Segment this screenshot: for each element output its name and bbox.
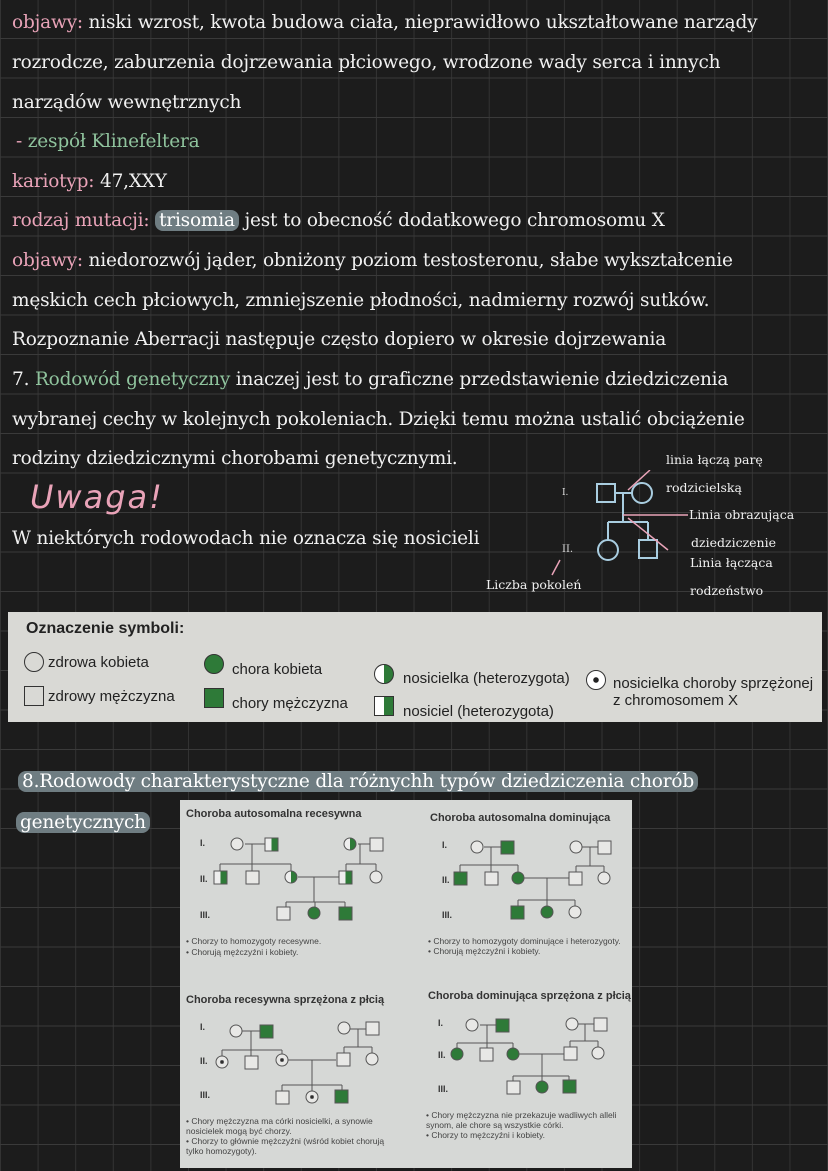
gen-label: III. [438, 1084, 449, 1094]
label-kariotyp: kariotyp: [12, 171, 95, 192]
text-line: rozrodcze, zaburzenia dojrzewania płciowego, wrodzone wady serca i innych [12, 52, 721, 73]
gen-label: II. [438, 1050, 446, 1060]
pedigree-note: • Chorzy to mężczyźni i kobiety. [426, 1130, 546, 1140]
diagram-note: Linia obrazująca [689, 507, 795, 522]
carrier-female-icon [374, 664, 394, 684]
pedigree-note: • Chorują mężczyźni i kobiety. [186, 947, 299, 957]
carrier-male-icon [374, 696, 394, 716]
highlight-trisomia: trisomia [155, 210, 239, 231]
text-line [16, 131, 199, 152]
text-line [12, 210, 665, 231]
gen-label: I. [438, 1018, 444, 1028]
text-line: Rozpoznanie Aberracji następuje często dopiero w okresie dojrzewania [12, 329, 667, 350]
text-line: wybranej cechy w kolejnych pokoleniach. Dzięki temu można ustalić obciążenie [12, 409, 745, 430]
section-heading [16, 812, 150, 833]
x-linked-carrier-icon [586, 670, 606, 690]
pedigree-note: • Chorzy to homozygoty dominujące i heterozygoty. [428, 936, 621, 946]
term-rodowod: Rodowód genetyczny [34, 369, 231, 390]
pedigree-title: Choroba autosomalna dominująca [430, 812, 611, 824]
pedigree-note: • Chorują mężczyźni i kobiety. [428, 946, 541, 956]
pedigree-note: synom, ale chore są wszystkie córki. [426, 1120, 564, 1130]
uwaga-heading: Uwaga! [30, 478, 164, 516]
diagram-note: linia łączą parę [666, 452, 763, 467]
gen-label: I. [442, 840, 448, 850]
gen-label: I. [562, 488, 569, 498]
legend-label: zdrowy mężczyzna [48, 688, 175, 705]
text-line [12, 12, 757, 33]
legend-label: nosicielka choroby sprzężonej [613, 675, 814, 692]
pedigree-note: tylko homozygoty). [186, 1146, 257, 1156]
gen-label: III. [442, 910, 453, 920]
dash: - [16, 131, 28, 152]
text-line: W niektórych rodowodach nie oznacza się nosicieli [12, 528, 480, 549]
text: niedorozwój jąder, obniżony poziom testosteronu, słabe wykształcenie [82, 250, 733, 271]
heading-line: 8.Rodowody charakterystyczne dla różnychh typów dziedziczenia chorób [18, 771, 698, 792]
gen-label: III. [200, 1090, 211, 1100]
text: jest to obecność dodatkowego chromosomu X [238, 210, 665, 231]
text-line: narządów wewnętrznych [12, 92, 242, 113]
diagram-note: Linia łącząca [690, 555, 773, 570]
gen-label: II. [200, 1056, 208, 1066]
text-line [12, 250, 733, 271]
legend-label: nosicielka (heterozygota) [403, 670, 570, 687]
pedigree-title: Choroba dominująca sprzężona z płcią [428, 990, 631, 1002]
legend-label: zdrowa kobieta [48, 654, 149, 671]
number: 7. [12, 369, 35, 390]
text: niski wzrost, kwota budowa ciała, nieprawidłowo ukształtowane narządy [82, 12, 758, 33]
gen-label: II. [442, 875, 450, 885]
diagram-note: rodzeństwo [690, 583, 764, 598]
pedigree-examples-image [180, 800, 632, 1168]
legend-label: chory mężczyzna [232, 695, 348, 712]
pedigree-note: nosicielek mogą być chorzy. [186, 1126, 292, 1136]
symbol-legend [8, 612, 822, 722]
legend-label: z chromosomem X [613, 692, 739, 709]
diagram-note: rodzicielską [666, 480, 742, 495]
healthy-male-icon [24, 686, 44, 706]
text-line [12, 369, 728, 390]
legend-title: Oznaczenie symboli: [26, 620, 185, 637]
affected-female-icon [204, 654, 224, 674]
diagram-note: Liczba pokoleń [486, 577, 582, 592]
pedigree-note: • Chory mężczyzna nie przekazuje wadliwych alleli [426, 1110, 617, 1120]
gen-label: I. [200, 1022, 206, 1032]
pedigree-note: • Chory mężczyzna ma córki nosicielki, a synowie [186, 1116, 373, 1126]
pedigree-title: Choroba recesywna sprzężona z płcią [186, 994, 385, 1006]
label-objawy: objawy: [12, 12, 83, 33]
gen-label: III. [200, 910, 211, 920]
label-mutacja: rodzaj mutacji: [12, 210, 150, 231]
text: inaczej jest to graficzne przedstawienie dziedziczenia [230, 369, 729, 390]
text-line: rodziny dziedzicznymi chorobami genetycznymi. [12, 448, 458, 469]
text: 47,XXY [94, 171, 167, 192]
gen-label: II. [562, 544, 574, 555]
label-objawy: objawy: [12, 250, 83, 271]
legend-label: chora kobieta [232, 661, 323, 678]
affected-male-icon [204, 688, 224, 708]
term-klinefelter: zespół Klinefeltera [27, 131, 200, 152]
pedigree-note: • Chorzy to głównie mężczyźni (wśród kobiet chorują [186, 1136, 385, 1146]
gen-label: II. [200, 874, 208, 884]
legend-label: nosiciel (heterozygota) [403, 703, 554, 720]
pedigree-note: • Chorzy to homozygoty recesywne. [186, 936, 322, 946]
text-line [12, 171, 167, 192]
heading-line: genetycznych [16, 812, 150, 833]
gen-label: I. [200, 838, 206, 848]
text-line: męskich cech płciowych, zmniejszenie płodności, nadmierny rozwój sutków. [12, 290, 710, 311]
section-heading [18, 771, 698, 792]
diagram-note: dziedziczenie [691, 535, 776, 550]
pedigree-title: Choroba autosomalna recesywna [186, 808, 362, 820]
healthy-female-icon [24, 652, 44, 672]
